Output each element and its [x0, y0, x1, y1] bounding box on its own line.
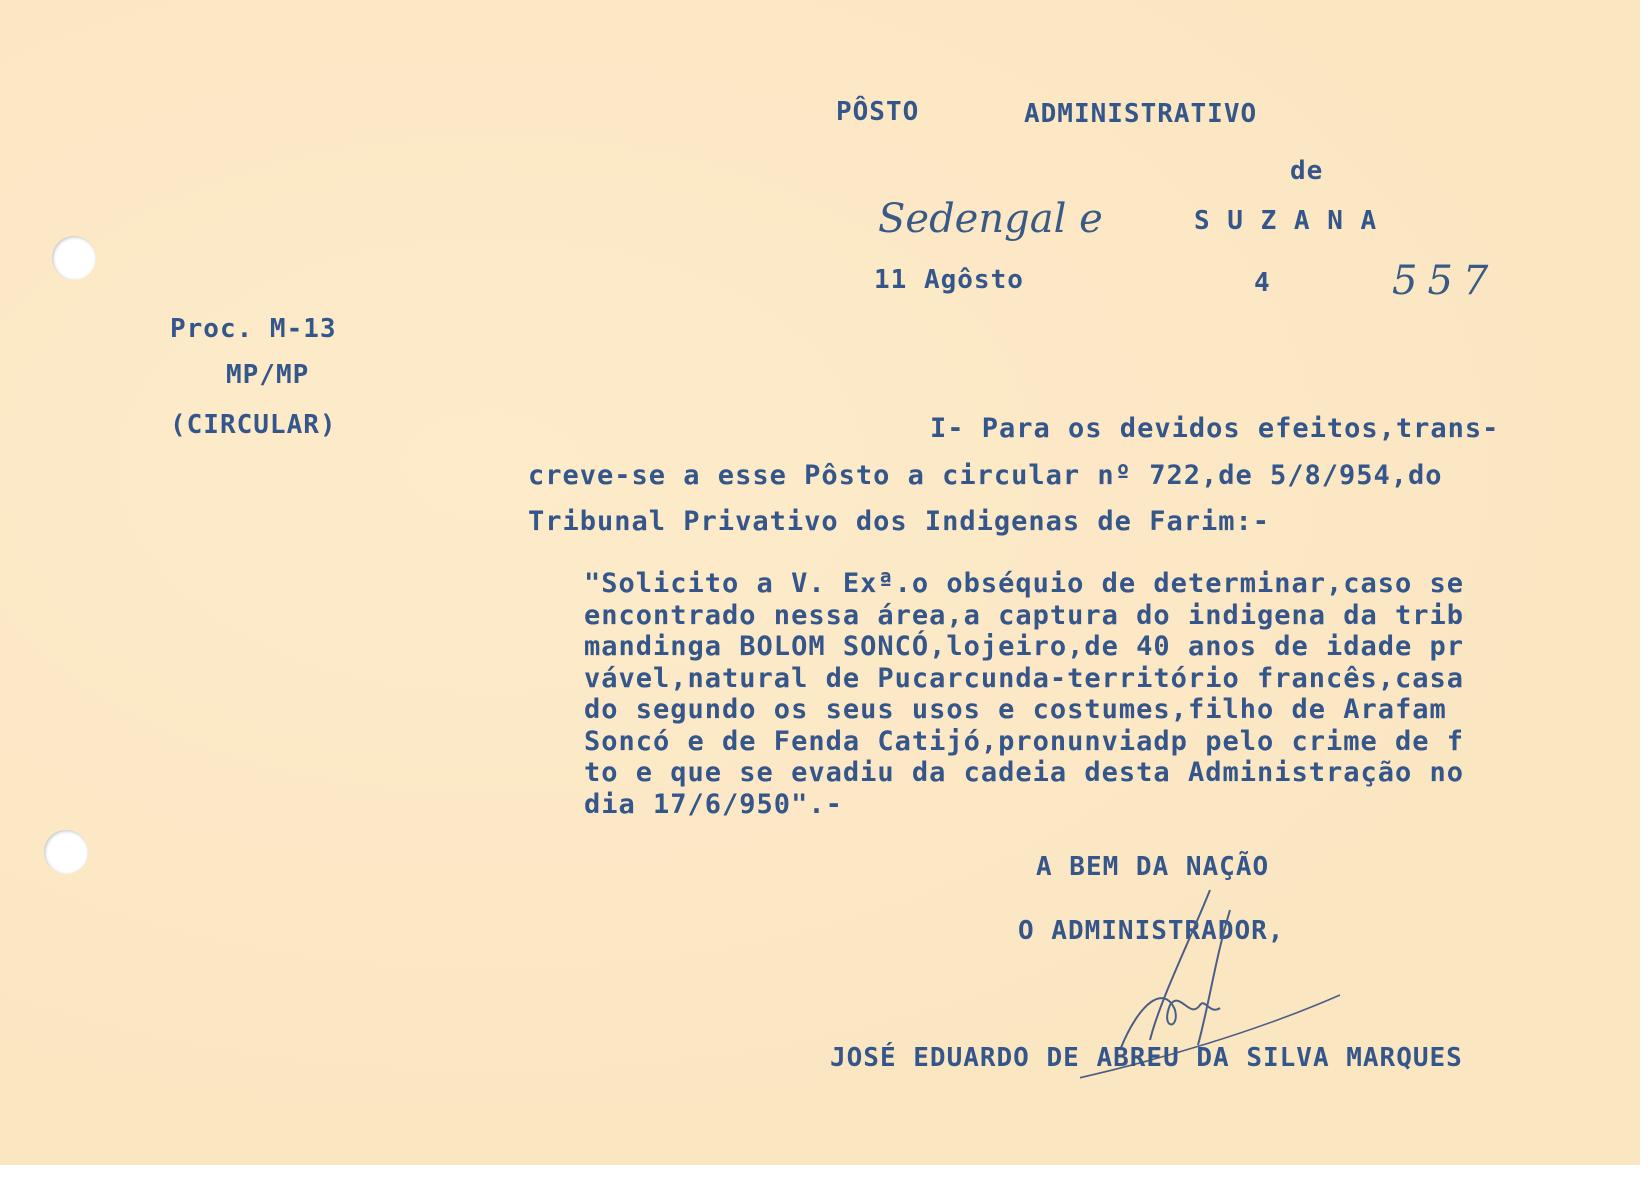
closing-name: JOSÉ EDUARDO DE ABREU DA SILVA MARQUES	[830, 1043, 1463, 1073]
handwritten-place: Sedengal e	[878, 196, 1103, 242]
header-date: 11 Agôsto	[874, 265, 1024, 295]
handwritten-year: 557	[1392, 258, 1499, 304]
quote-line-2: encontrado nessa área,a captura do indigena da trib	[584, 599, 1465, 631]
reference-initials: MP/MP	[226, 360, 310, 390]
body-line-1: I- Para os devidos efeitos,trans-	[930, 413, 1500, 444]
closing-salutation: A BEM DA NAÇÃO	[1036, 852, 1270, 882]
punch-hole-bottom	[44, 830, 88, 874]
header-date-digit: 4	[1254, 268, 1271, 298]
punch-hole-top	[52, 236, 96, 280]
header-administrativo: ADMINISTRATIVO	[1024, 99, 1258, 129]
quote-line-7: to e que se evadiu da cadeia desta Administração no	[584, 757, 1465, 788]
quote-line-5: do segundo os seus usos e costumes,filho de Arafam	[584, 694, 1447, 725]
body-line-3: Tribunal Privativo dos Indigenas de Farim:-	[528, 506, 1270, 537]
header-posto: PÔSTO	[836, 97, 920, 127]
body-line-2: creve-se a esse Pôsto a circular nº 722,de 5/8/954,do	[528, 460, 1443, 491]
quote-line-1: "Solicito a V. Exª.o obséquio de determinar,caso se	[584, 568, 1465, 599]
quote-line-4: vável,natural de Pucarcunda-território francês,casa	[584, 662, 1465, 694]
reference-type: (CIRCULAR)	[170, 410, 337, 440]
reference-proc: Proc. M-13	[170, 314, 337, 344]
quote-line-8: dia 17/6/950".-	[584, 788, 843, 820]
header-place: S U Z A N A	[1194, 206, 1378, 236]
quote-line-3: mandinga BOLOM SONCÓ,lojeiro,de 40 anos de idade pr	[584, 631, 1465, 662]
header-de: de	[1290, 156, 1324, 186]
quote-line-6: Soncó e de Fenda Catijó,pronunviadp pelo crime de f	[584, 725, 1465, 757]
closing-title: O ADMINISTRADOR,	[1018, 916, 1285, 946]
quoted-circular	[584, 568, 1640, 820]
